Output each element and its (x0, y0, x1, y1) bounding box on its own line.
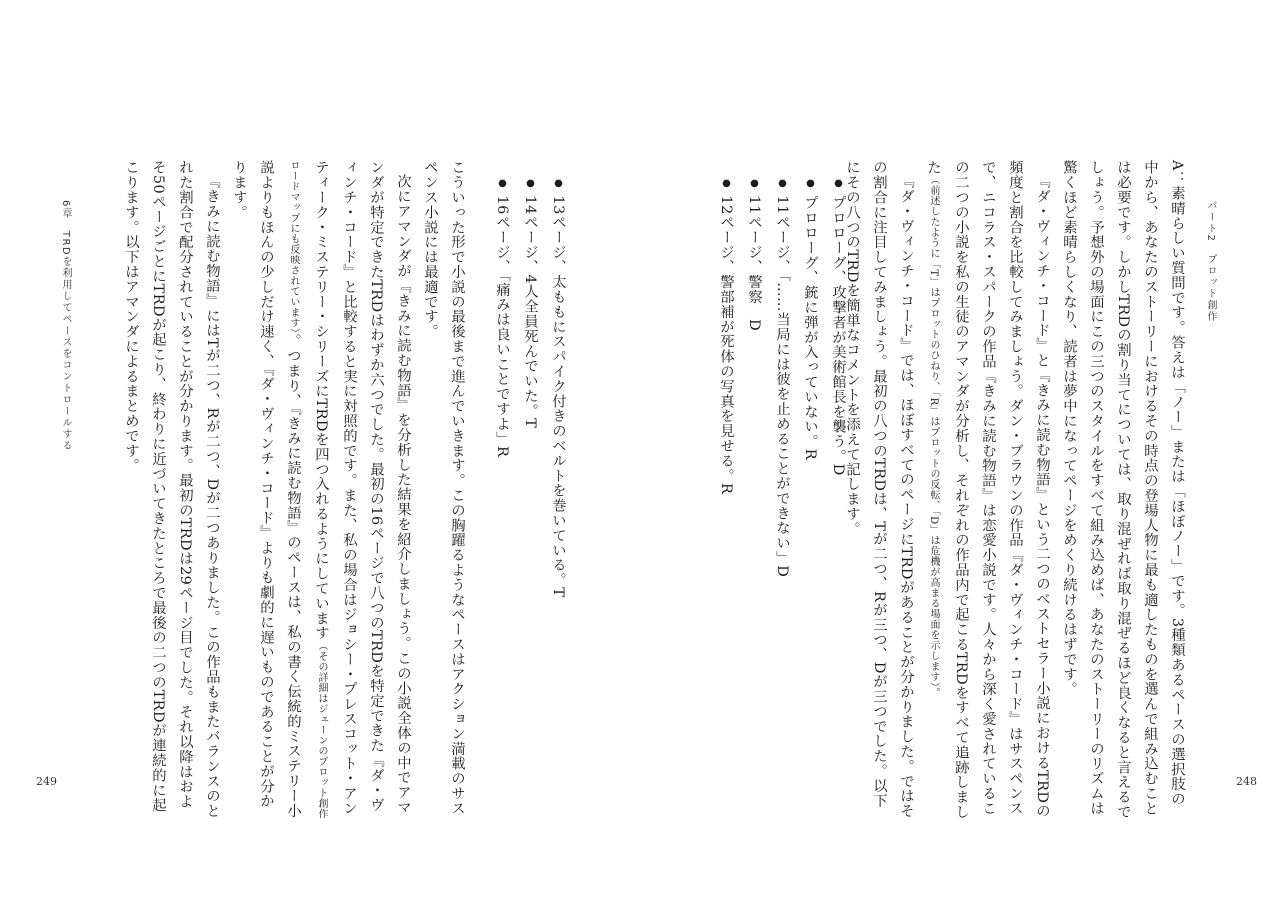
list-item: ●プロローグ、銃に弾が入っていない。R (796, 178, 824, 818)
page-number-right: 248 (1236, 775, 1257, 788)
bullet-icon: ● (497, 178, 508, 190)
note: （その詳細はジェーンのプロット創作ロードマップにも反映されています） (288, 160, 327, 819)
running-head-right: パート2 プロット創作 (1205, 200, 1216, 323)
bullet-icon: ● (833, 178, 844, 190)
bullet-icon: ● (525, 178, 536, 190)
trd-list-right (712, 178, 852, 818)
running-head-left: 6章 TRDを利用してペースをコントロールする (60, 200, 71, 452)
right-page-body (844, 160, 1190, 820)
paragraph: こういった形で小説の最後まで進んでいきます。この胸躍るようなペースはアクション満載のサスペンス小説には最適です。 (422, 160, 465, 816)
bullet-icon: ● (749, 178, 760, 190)
page-number-left: 249 (36, 775, 57, 788)
paragraph (225, 160, 416, 820)
paragraph-text: 『ダ・ヴィンチ・コード』と『きみに読む物語』という二つのベストセラー小説におけるTRDの頻度と割合を比較してみましょう。ダン・ブラウンの作品『ダ・ヴィンチ・コード』はサスペンスで、ニコラス・スパークの作品『きみに読む物語』は恋愛小説です。人々から深く愛されているこの二つの小説を私の生徒のアマンダが分析し、それぞれの作品内で起こるTRDをすべて追跡しました (925, 160, 1050, 820)
bullet-icon: ● (805, 178, 816, 190)
list-item: ●12ページ、警部補が死体の写真を見せる。R (712, 178, 740, 818)
paragraph: 『きみに読む物語』にはTが二つ、Rが二つ、Dが二つありました。この作品もまたバランスのとれた割合で配分されていることが分かります。最初のTRDは29ページ目でした。それ以降はおよそ50ページごとにTRDが起こり、終わりに近づいてきたところで最後の二つのTRDが連続的に起こります。以下はアマンダによるまとめです。 (123, 160, 220, 819)
bullet-icon: ● (553, 178, 564, 190)
list-item: ●プロローグ、攻撃者が美術館長を襲う。D (824, 178, 852, 818)
list-item: ●16ページ、「痛みは良いことですよ」R (488, 178, 516, 818)
paragraph (919, 160, 1055, 820)
bullet-icon: ● (721, 178, 732, 190)
paragraph-text: 次にアマンダが『きみに読む物語』を分析した結果を紹介しましょう。この小説全体の中でアマンダが特定できたTRDはわずか六つでした。最初の16ページで八つのTRDを特定できた『ダ・ヴィンチ・コード』と比較すると実に対照的です。また、私の場合はジョシー・プレスコット・アンティーク・ミステリー・シリーズにTRDを四つ入れるようにしています (313, 160, 411, 816)
list-item: ●11ページ、警察 D (740, 178, 768, 818)
list-item: ●14ページ、4人全員死んでいた。T (516, 178, 544, 818)
paragraph-text: 。つまり、『きみに読む物語』のペースは、私の書く伝統的ミステリー小説よりもほんの少しだけ速く、『ダ・ヴィンチ・コード』よりも劇的に遅いものであることが分かります。 (231, 160, 301, 818)
note: （前述したように「T」はプロットのひねり、「R」はプロットの反転、「D」は危機が高まる場面を示します）。 (928, 174, 939, 699)
list-item: ●13ページ、太ももにスパイク付きのベルトを巻いている。T (544, 178, 572, 818)
bullet-icon: ● (777, 178, 788, 190)
left-page-body (110, 160, 470, 820)
list-item: ●11ページ、「……当局には彼を止めることができない」D (768, 178, 796, 818)
paragraph: A：素晴らしい質問です。答えは「ノー」または「ほぼノー」です。3種類あるペースの選択肢の中から、あなたのストーリーにおけるその時点の登場人物に最も適したものを選んで組み込むことは必要です。しかしTRDの割り当てについては、取り混ぜれば取り混ぜるほど良くなると言えるでしょう。予想外の場面にこの三つのスタイルをすべて組み込めば、あなたのストーリーのリズムは驚くほど素晴らしくなり、読者は夢中になってページをめくり続けるはずです。 (1061, 160, 1185, 820)
trd-list-left (488, 178, 572, 818)
paragraph: 『ダ・ヴィンチ・コード』では、ほぼすべてのページにTRDがあることが分かりました。ではその割合に注目してみましょう。最初の八つのTRDは、Tが二つ、Rが三つ、Dが三つでした。以下にその八つのTRDを簡単なコメントを添えて記します。 (844, 160, 914, 819)
